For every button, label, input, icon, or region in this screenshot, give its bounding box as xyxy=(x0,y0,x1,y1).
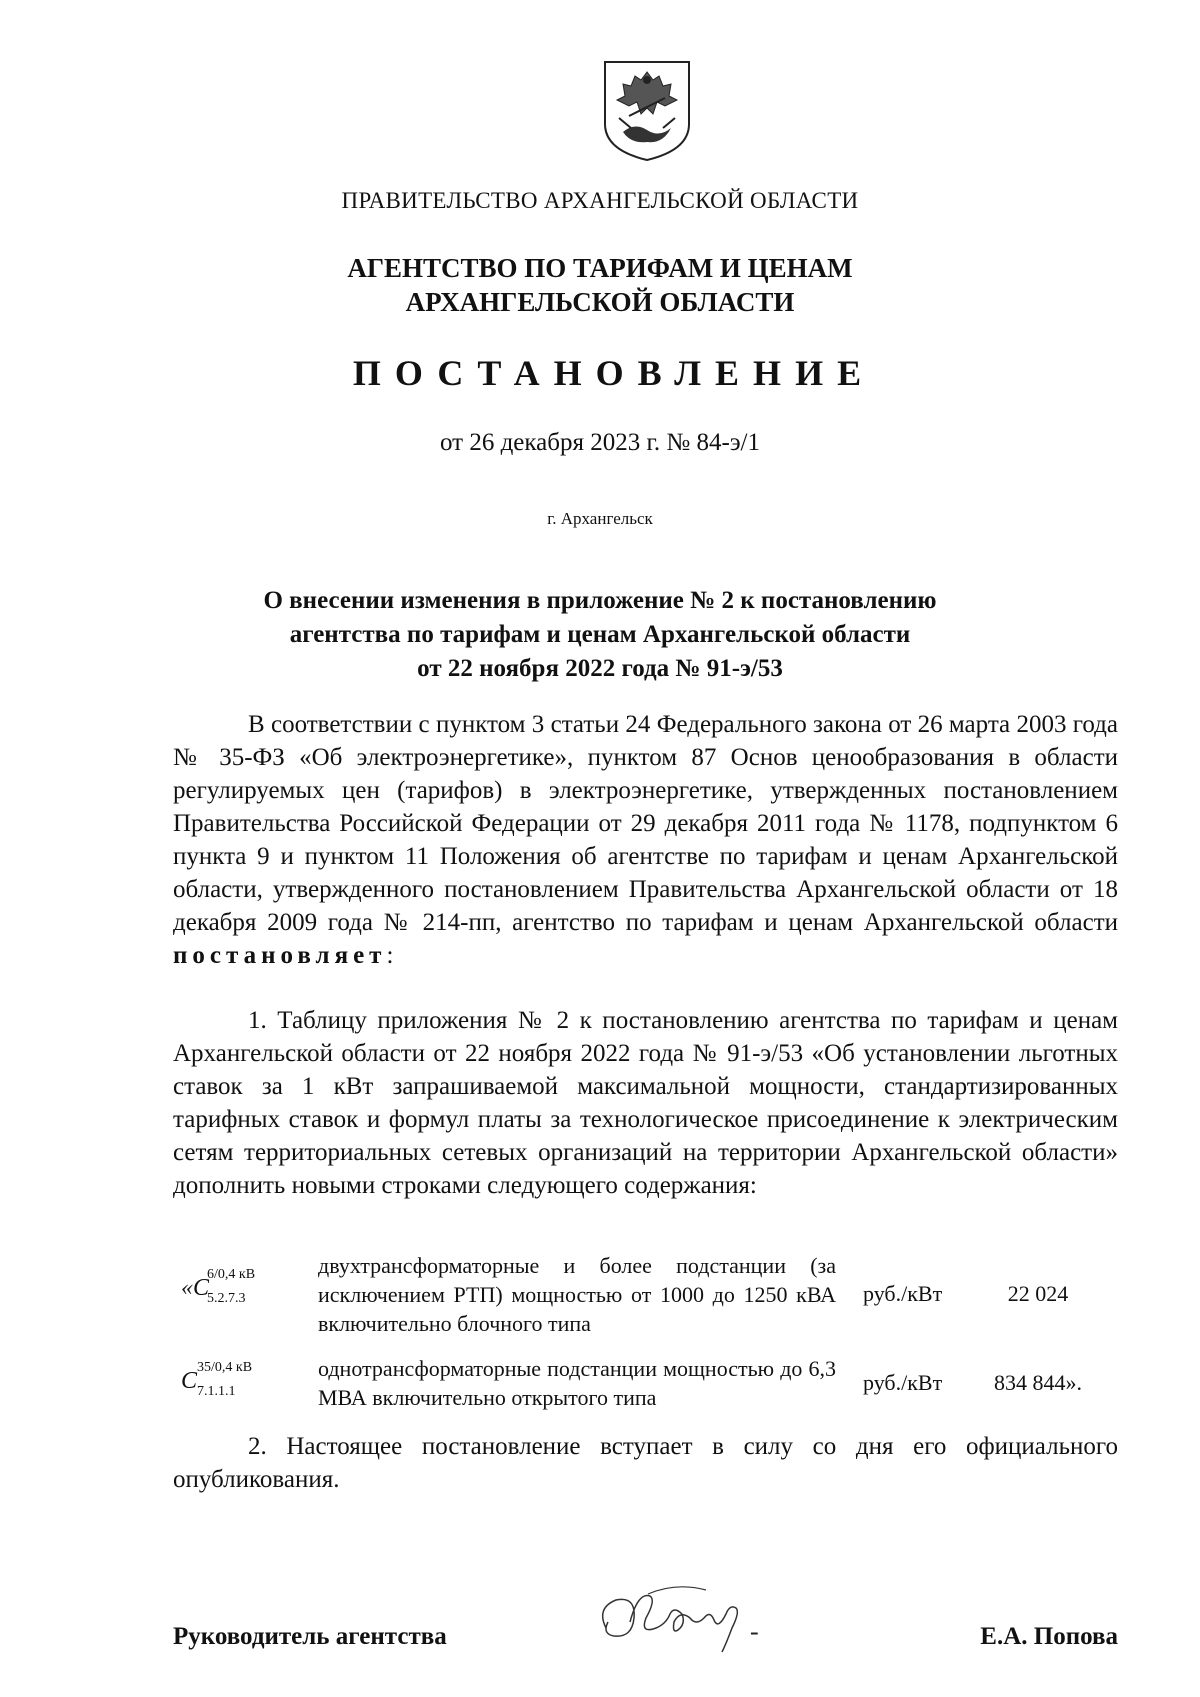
row-unit: руб./кВт xyxy=(863,1281,943,1306)
preamble-paragraph xyxy=(173,708,1118,972)
row-value: 22 024 xyxy=(1007,1281,1069,1306)
row-description: двухтрансформаторные и более подстанции (за исключением РТП) мощностью от 1000 до 1250 кВА включительно блочного типа xyxy=(318,1253,836,1336)
row-prefix: « xyxy=(181,1275,193,1301)
agency-name xyxy=(0,251,1200,319)
table-row xyxy=(173,1354,1118,1418)
new-table-rows xyxy=(173,1251,1118,1418)
document-date-number: от 26 декабря 2023 г. № 84-э/1 xyxy=(439,429,761,456)
item-1-paragraph: 1. Таблицу приложения № 2 к постановлению агентства по тарифам и ценам Архангельской области от 22 ноября 2022 года № 91-э/53 «Об установлении льготных ставок за 1 кВт запрашиваемой максимальной мощности, стандартизированных тарифных ставок и формул платы за технологическое присоединение к электрическим сетям территориальных сетевых организаций на территории Архангельской области» дополнить новыми строками следующего содержания: xyxy=(173,1007,1118,1199)
tariff-symbol xyxy=(181,1360,253,1399)
signatory-position: Руководитель агентства xyxy=(173,1623,447,1650)
handwritten-signature xyxy=(586,1578,786,1658)
signature-dash: - xyxy=(750,1617,759,1646)
table-row xyxy=(173,1251,1118,1342)
preamble-text: В соответствии с пунктом 3 статьи 24 Федерального закона от 26 марта 2003 года № 35-ФЗ «Об электроэнергетике», пунктом 87 Основ ценообразования в области регулируемых цен (тарифов) в электроэнергетике, утвержденных постановлением Правительства Российской Федерации от 29 декабря 2011 года № 1178, подпунктом 6 пункта 9 и пунктом 11 Положения об агентстве по тарифам и ценам Архангельской области, утвержденного постановлением Правительства Архангельской области от 18 декабря 2009 года № 214-пп, агентство по тарифам и ценам Архангельской области xyxy=(173,711,1118,936)
subject-line1: О внесении изменения в приложение № 2 к постановлению xyxy=(263,587,937,614)
decree-colon: : xyxy=(386,942,394,969)
agency-name-line2: АРХАНГЕЛЬСКОЙ ОБЛАСТИ xyxy=(405,287,795,317)
subject-line3: от 22 ноября 2022 года № 91-э/53 xyxy=(417,655,783,682)
document-type: ПОСТАНОВЛЕНИЕ xyxy=(352,353,876,393)
symbol-subscript: 5.2.7.3 xyxy=(207,1291,246,1306)
coat-of-arms-emblem xyxy=(601,58,693,162)
row-unit: руб./кВт xyxy=(863,1370,943,1395)
tariff-symbol xyxy=(181,1267,256,1306)
agency-name-line1: АГЕНТСТВО ПО ТАРИФАМ И ЦЕНАМ xyxy=(347,253,853,283)
city: г. Архангельск xyxy=(547,509,653,528)
symbol-superscript: 35/0,4 кВ xyxy=(197,1360,253,1375)
decree-word: постановляет xyxy=(173,942,387,969)
signatory-name: Е.А. Попова xyxy=(980,1623,1118,1650)
symbol-superscript: 6/0,4 кВ xyxy=(207,1267,256,1282)
item-2-paragraph: 2. Настоящее постановление вступает в силу со дня его официального опубликования. xyxy=(173,1433,1118,1493)
symbol-letter: C xyxy=(193,1275,210,1301)
row-value: 834 844». xyxy=(994,1370,1082,1395)
government-name: ПРАВИТЕЛЬСТВО АРХАНГЕЛЬСКОЙ ОБЛАСТИ xyxy=(341,188,859,213)
subject-line2: агентства по тарифам и ценам Архангельской области xyxy=(289,621,911,648)
symbol-subscript: 7.1.1.1 xyxy=(197,1384,236,1399)
document-subject xyxy=(0,584,1200,686)
row-description: однотрансформаторные подстанции мощностью до 6,3 МВА включительно открытого типа xyxy=(318,1356,836,1410)
symbol-letter: C xyxy=(181,1368,198,1394)
